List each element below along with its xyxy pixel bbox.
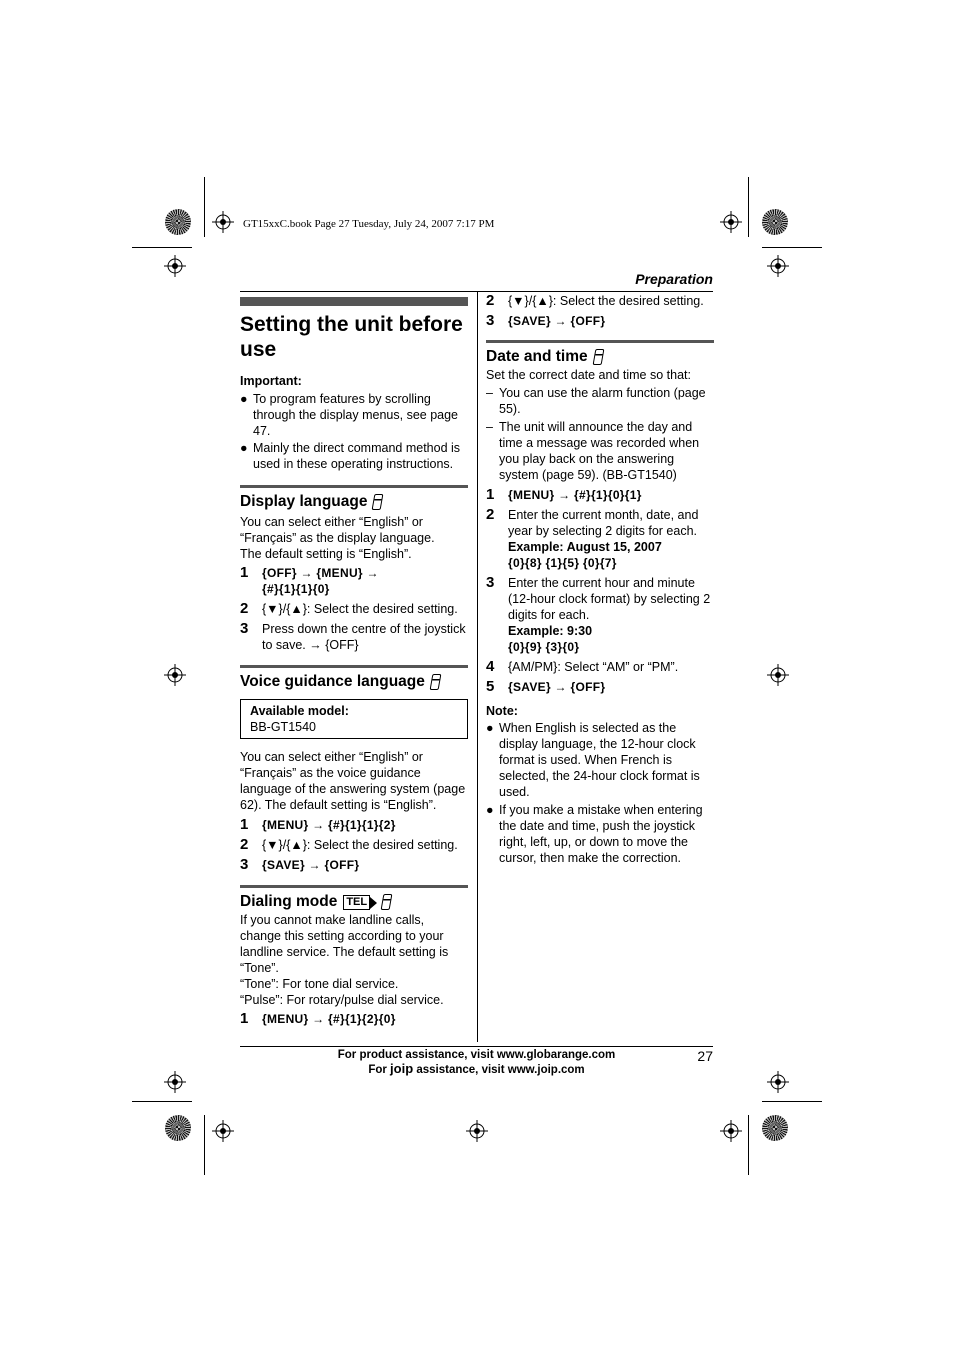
color-rosette-icon <box>165 209 191 235</box>
list-item: ● When English is selected as the display language, the 12-hour clock format is used. When French is selected, the 24-hour clock format is used. <box>486 721 700 799</box>
page-title <box>240 312 468 362</box>
right-column <box>486 293 714 866</box>
footer-line2: For joip assistance, visit www.joip.com <box>368 1061 585 1076</box>
available-model-box <box>240 699 468 739</box>
step-item: 1 {MENU} → {#}{1}{2}{0} <box>240 1010 396 1027</box>
voice-guidance-body: You can select either “English” or “Français” as the voice guidance language of the answering system (page 62). The default setting is “English”. <box>240 750 466 812</box>
section-rule <box>240 885 468 888</box>
crop-mark <box>132 1101 192 1102</box>
crop-mark <box>748 1115 749 1175</box>
note-list <box>486 720 714 866</box>
step-item: 3 Press down the centre of the joystick to save. → {OFF} <box>240 620 466 652</box>
dialing-mode-body: If you cannot make landline calls, change this setting according to your landline service. The default setting is “Tone”. “Tone”: For tone dial service. “Pulse”: For rotary/pulse dial service. <box>240 913 449 1007</box>
handset-icon <box>429 674 441 690</box>
date-time-intro: Set the correct date and time so that: <box>486 368 691 382</box>
footer <box>240 1049 713 1076</box>
crop-mark <box>762 1101 822 1102</box>
list-item: ● Mainly the direct command method is used in these operating instructions. <box>240 441 461 471</box>
dialing-mode-steps <box>240 1011 468 1027</box>
footer-rule <box>240 1046 713 1047</box>
registration-mark-icon <box>212 211 234 233</box>
section-rule <box>240 665 468 668</box>
voice-guidance-steps <box>240 817 468 873</box>
registration-mark-icon <box>767 664 789 686</box>
crop-mark <box>762 247 822 248</box>
registration-mark-icon <box>720 211 742 233</box>
registration-mark-icon <box>164 664 186 686</box>
handset-icon <box>372 494 384 510</box>
step-item: 2 Enter the current month, date, and year by selecting 2 digits for each. Example: August 15, 2007 {0}{8} {1}{5} {0}{7} <box>486 506 699 570</box>
crop-mark <box>204 177 205 237</box>
page-title-line2: use <box>240 338 277 361</box>
step-item: 2 {▼}/{▲}: Select the desired setting. <box>240 600 458 617</box>
handset-icon <box>381 894 393 910</box>
dialing-mode-heading: Dialing mode TEL <box>240 892 468 912</box>
step-item: 3 {SAVE} → {OFF} <box>486 312 606 329</box>
display-language-body: You can select either “English” or “Français” as the display language. The default setting is “English”. <box>240 515 435 561</box>
tel-badge-icon: TEL <box>343 895 370 910</box>
crop-mark <box>748 177 749 237</box>
step-item: 2 {▼}/{▲}: Select the desired setting. <box>486 292 704 309</box>
list-item: ● To program features by scrolling through the display menus, see page 47. <box>240 392 458 438</box>
left-column <box>240 297 468 1027</box>
registration-mark-icon <box>767 255 789 277</box>
display-language-steps <box>240 565 468 653</box>
crop-mark <box>204 1115 205 1175</box>
date-time-dash-list <box>486 385 714 483</box>
crop-mark <box>132 247 192 248</box>
footer-line1: For product assistance, visit www.globarange.com <box>337 1049 616 1061</box>
list-item: – You can use the alarm function (page 55). <box>486 386 706 416</box>
print-meta: GT15xxC.book Page 27 Tuesday, July 24, 2007 7:17 PM <box>243 218 495 230</box>
column-divider <box>477 291 478 1042</box>
joip-logo: joip <box>390 1061 414 1076</box>
registration-mark-icon <box>466 1120 488 1142</box>
section-rule <box>240 485 468 488</box>
display-language-heading: Display language <box>240 492 468 512</box>
registration-mark-icon <box>212 1120 234 1142</box>
title-bar <box>240 297 468 306</box>
step-item: 1 {MENU} → {#}{1}{1}{2} <box>240 816 396 833</box>
registration-mark-icon <box>164 255 186 277</box>
list-item: – The unit will announce the day and time a message was recorded when you play back on the answering system (page 59). (BB-GT1540) <box>486 420 700 482</box>
important-list <box>240 391 468 472</box>
color-rosette-icon <box>165 1115 191 1141</box>
section-rule <box>486 340 714 343</box>
page-number: 27 <box>697 1048 713 1064</box>
model-label: Available model: <box>250 704 349 718</box>
color-rosette-icon <box>762 209 788 235</box>
model-value: BB-GT1540 <box>250 720 317 734</box>
handset-icon <box>592 349 604 365</box>
step-item: 3 Enter the current hour and minute (12-hour clock format) by selecting 2 digits for each. Example: 9:30 {0}{9} {3}{0} <box>486 574 711 654</box>
color-rosette-icon <box>762 1115 788 1141</box>
note-label: Note: <box>486 704 518 718</box>
step-item: 3 {SAVE} → {OFF} <box>240 856 360 873</box>
voice-guidance-heading: Voice guidance language <box>240 672 468 692</box>
list-item: ● If you make a mistake when entering the date and time, push the joystick right, left, up, or down to move the cursor, then make the correction. <box>486 803 703 865</box>
page-title-line1: Setting the unit before <box>240 313 463 336</box>
date-time-heading: Date and time <box>486 347 714 367</box>
registration-mark-icon <box>720 1120 742 1142</box>
step-item: 1 {OFF} → {MENU} → {#}{1}{1}{0} <box>240 564 379 596</box>
registration-mark-icon <box>164 1071 186 1093</box>
step-item: 2 {▼}/{▲}: Select the desired setting. <box>240 836 458 853</box>
important-label: Important: <box>240 374 302 388</box>
step-item: 1 {MENU} → {#}{1}{0}{1} <box>486 486 642 503</box>
step-item: 4 {AM/PM}: Select “AM” or “PM”. <box>486 658 679 675</box>
registration-mark-icon <box>767 1071 789 1093</box>
step-item: 5 {SAVE} → {OFF} <box>486 678 606 695</box>
date-time-steps <box>486 487 714 695</box>
section-label: Preparation <box>635 271 713 287</box>
